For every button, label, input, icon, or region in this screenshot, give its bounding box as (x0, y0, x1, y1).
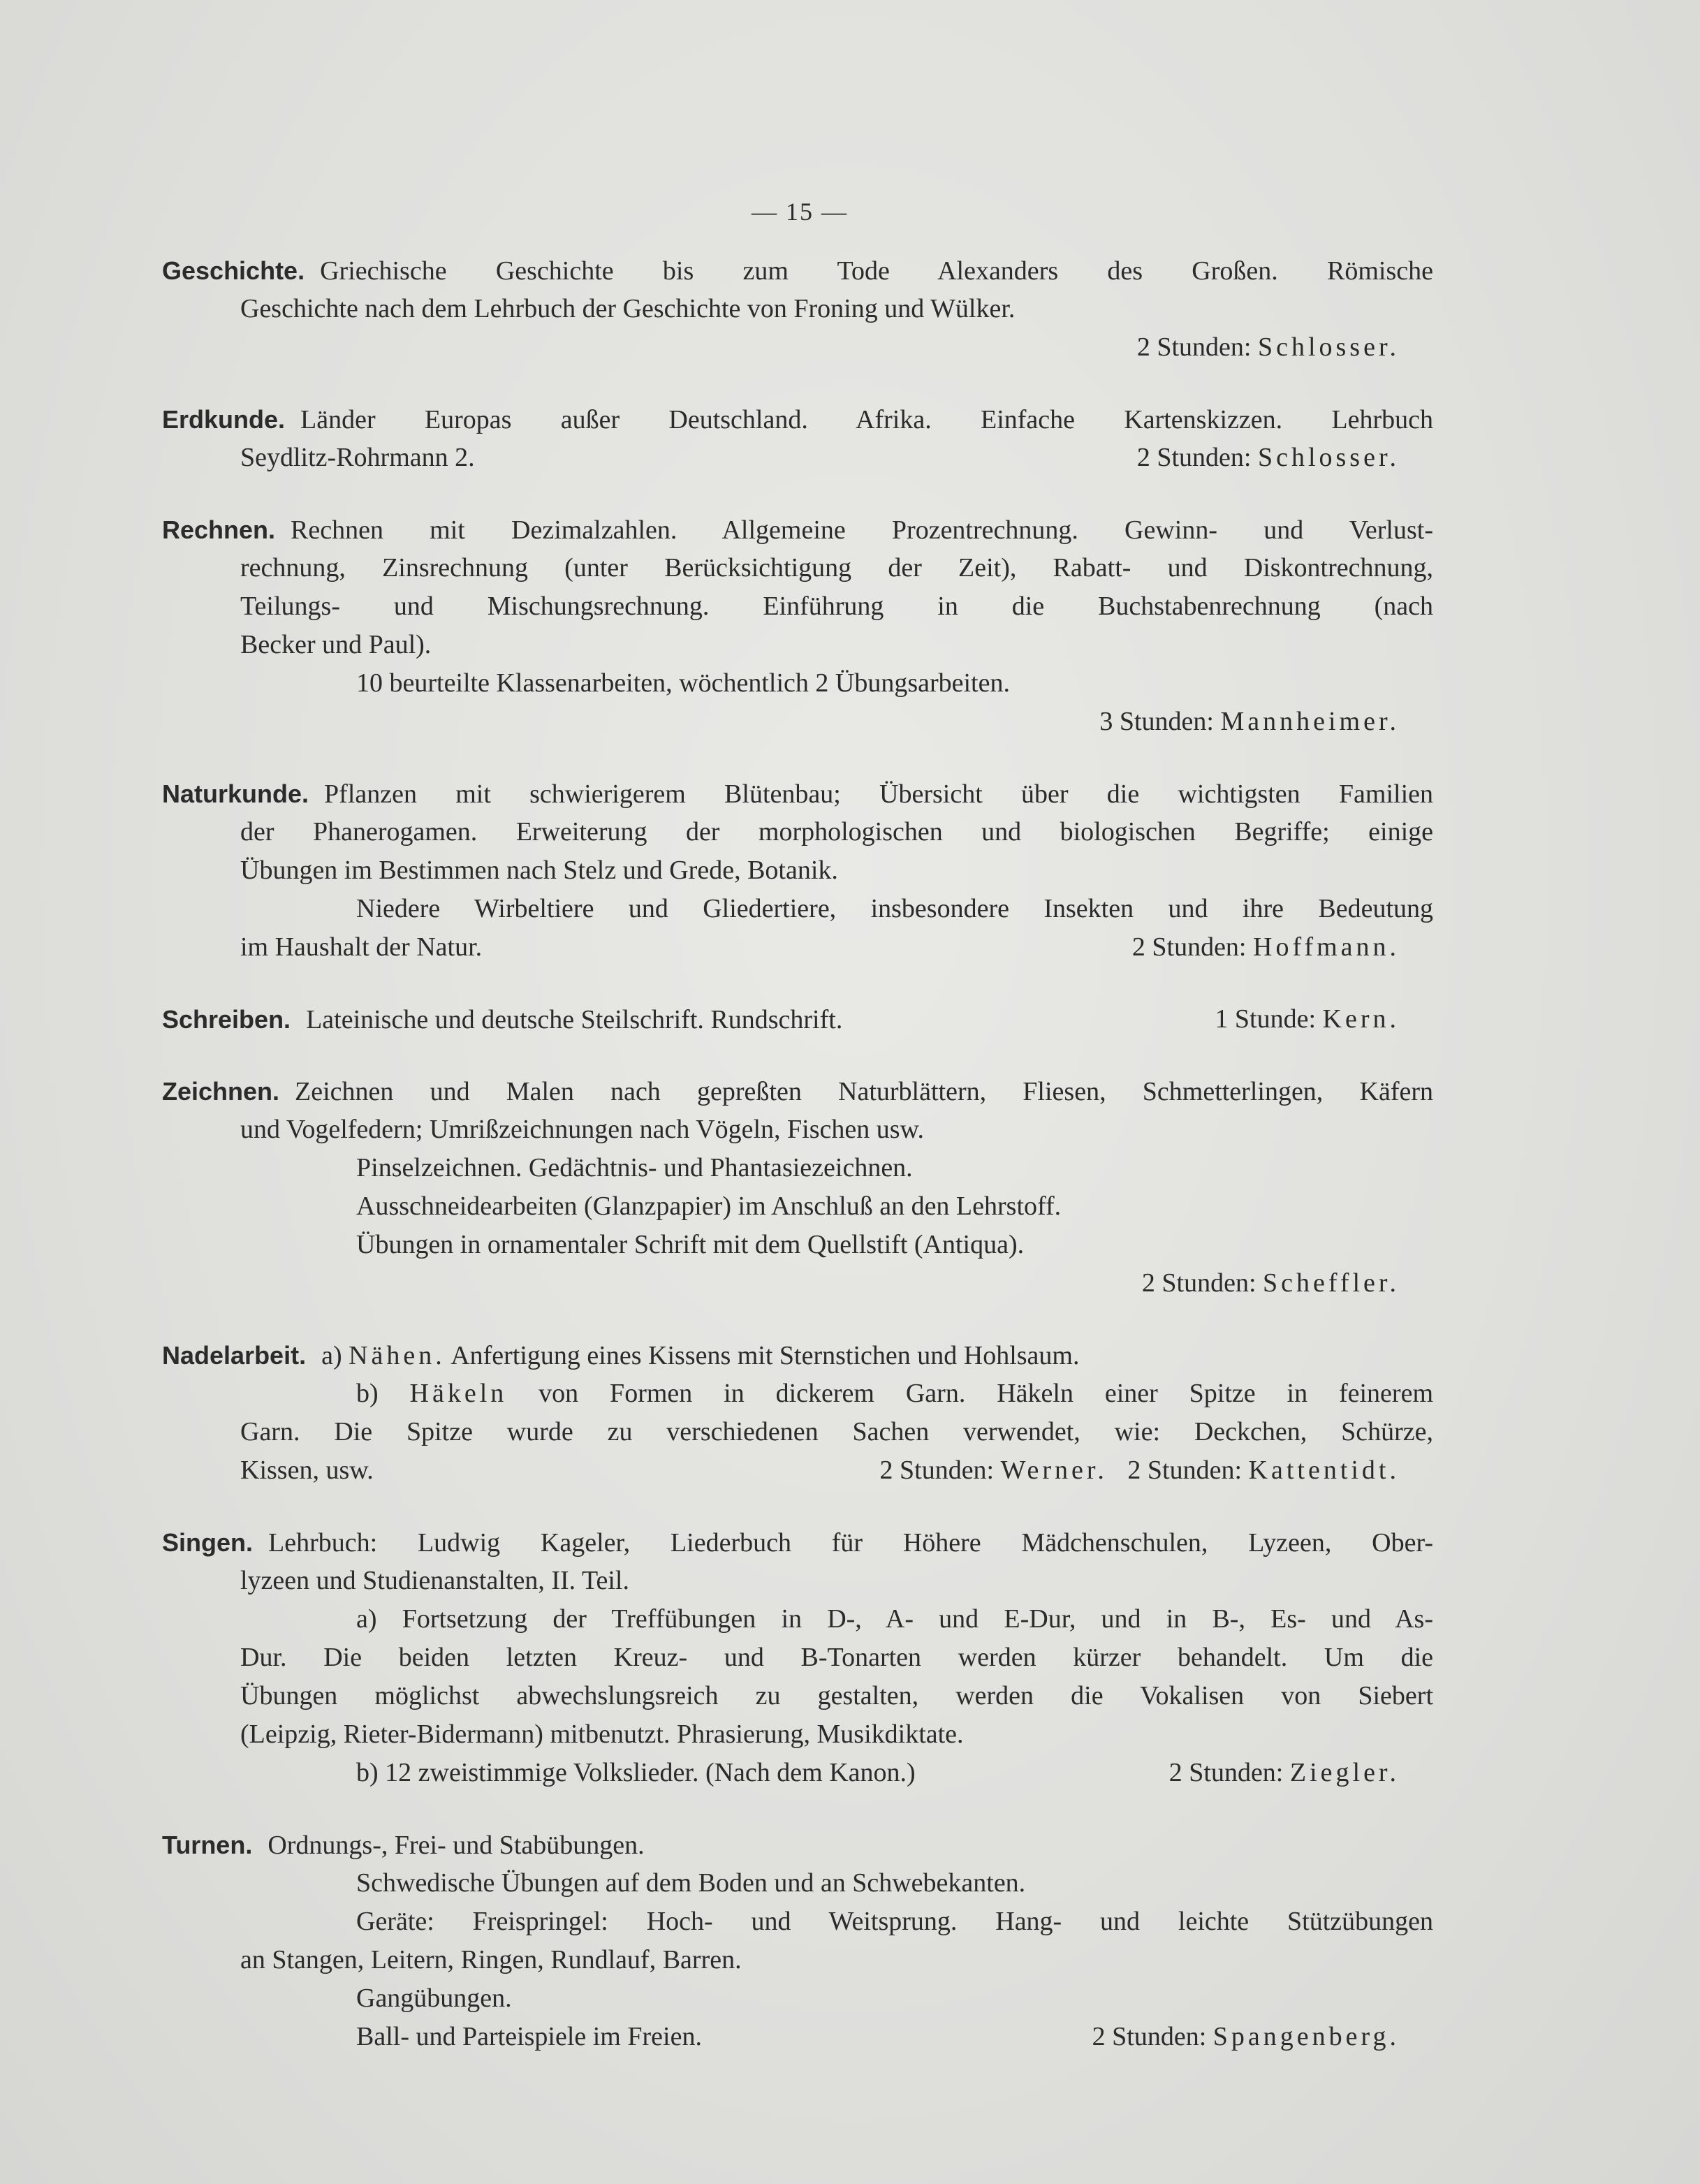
text-line: Ordnungs-, Frei- und Stabübungen. (268, 1831, 645, 1860)
teacher: Spangenberg. (1212, 2022, 1400, 2051)
text-line: a) Fortsetzung der Treffübungen in D-, A- und E-Dur, und in B-, Es- und As- (356, 1604, 1433, 1634)
hours-teacher (1137, 439, 1400, 477)
hours: 1 Stunde: (1215, 1004, 1317, 1034)
section-heading: Rechnen. (162, 515, 276, 544)
hours: 2 Stunden: (1092, 2022, 1207, 2051)
text-line: Schwedische Übungen auf dem Boden und an Schwebekanten. (356, 1868, 1026, 1898)
text-line: Niedere Wirbeltiere und Gliedertiere, insbesondere Insekten und ihre Bedeutung (356, 894, 1433, 923)
text-line: Seydlitz-Rohrmann 2. (240, 443, 475, 472)
hours-teacher (1215, 1000, 1400, 1039)
teacher: Mannheimer. (1220, 707, 1400, 736)
text-line: Geräte: Freispringel: Hoch- und Weitsprung. Hang- und leichte Stützübungen (356, 1907, 1433, 1936)
teacher: Schlosser. (1257, 443, 1400, 472)
text-line: Übungen im Bestimmen nach Stelz und Grede, Botanik. (240, 856, 838, 885)
teacher: Scheffler. (1263, 1268, 1400, 1298)
text-line: Geschichte nach dem Lehrbuch der Geschichte von Froning und Wülker. (240, 294, 1016, 323)
section-erdkunde (162, 400, 1433, 477)
hours-teacher (1092, 2018, 1400, 2056)
text-line: rechnung, Zinsrechnung (unter Berücksichtigung der Zeit), Rabatt- und Diskontrechnung, (240, 553, 1433, 582)
page-number: — 15 — (752, 198, 848, 226)
text-line: b) 12 zweistimmige Volkslieder. (Nach dem Kanon.) (356, 1758, 916, 1787)
section-nadelarbeit (162, 1336, 1433, 1490)
text-line: von Formen in dickerem Garn. Häkeln einer Spitze in feinerem (538, 1379, 1434, 1408)
emphasis: Nähen. (349, 1341, 446, 1370)
text-line: Pflanzen mit schwierigerem Blütenbau; Übersicht über die wichtigsten Familien (324, 779, 1433, 809)
text-line: Gangübungen. (356, 1984, 512, 2013)
section-heading: Schreiben. (162, 1005, 291, 1034)
teacher: Hoffmann. (1253, 932, 1400, 962)
teacher: Kern. (1322, 1004, 1400, 1034)
text-line: Lateinische und deutsche Steilschrift. Rundschrift. (306, 1005, 843, 1034)
curriculum-text (162, 251, 1433, 2090)
text-line: lyzeen und Studienanstalten, II. Teil. (240, 1566, 629, 1595)
section-schreiben (162, 1000, 1433, 1039)
section-heading: Geschichte. (162, 256, 305, 285)
section-geschichte (162, 251, 1433, 367)
text-line: Übungen in ornamentaler Schrift mit dem Quellstift (Antiqua). (356, 1230, 1025, 1259)
section-zeichnen (162, 1072, 1433, 1303)
text-line: Zeichnen und Malen nach gepreßten Naturblättern, Fliesen, Schmetterlingen, Käfern (295, 1077, 1433, 1106)
hours-teacher (162, 703, 1433, 741)
text-line: Griechische Geschichte bis zum Tode Alexanders des Großen. Römische (320, 256, 1433, 286)
hours-teacher (162, 1264, 1433, 1303)
text-line: Länder Europas außer Deutschland. Afrika. Einfache Kartenskizzen. Lehrbuch (300, 405, 1433, 434)
list-marker: b) (356, 1379, 379, 1408)
teacher: Kattentidt. (1248, 1456, 1400, 1485)
hours: 2 Stunden: (1127, 1456, 1243, 1485)
section-naturkunde (162, 775, 1433, 967)
text-line: Teilungs- und Mischungsrechnung. Einführung in die Buchstabenrechnung (nach (240, 592, 1433, 621)
text-line: Anfertigung eines Kissens mit Sternstichen und Hohlsaum. (450, 1341, 1080, 1370)
text-line: Rechnen mit Dezimalzahlen. Allgemeine Prozentrechnung. Gewinn- und Verlust- (291, 515, 1433, 545)
section-singen (162, 1523, 1433, 1792)
hours: 2 Stunden: (1141, 1268, 1256, 1298)
text-line: im Haushalt der Natur. (240, 932, 483, 962)
text-line: Ball- und Parteispiele im Freien. (356, 2022, 702, 2051)
text-line: Kissen, usw. (240, 1456, 374, 1485)
section-heading: Naturkunde. (162, 779, 309, 808)
text-line: der Phanerogamen. Erweiterung der morphologischen und biologischen Begriffe; einige (240, 817, 1433, 847)
hours: 2 Stunden: (1136, 332, 1252, 362)
text-line: Becker und Paul). (240, 630, 432, 659)
section-heading: Singen. (162, 1528, 254, 1557)
section-rechnen (162, 511, 1433, 741)
teacher: Ziegler. (1289, 1758, 1400, 1787)
hours: 2 Stunden: (1131, 932, 1247, 962)
text-line: Lehrbuch: Ludwig Kageler, Liederbuch für Höhere Mädchenschulen, Lyzeen, Ober- (268, 1528, 1433, 1558)
hours: 2 Stunden: (1136, 443, 1252, 472)
teacher: Schlosser. (1257, 332, 1400, 362)
text-line: Ausschneidearbeiten (Glanzpapier) im Anschluß an den Lehrstoff. (356, 1192, 1062, 1221)
text-line: Garn. Die Spitze wurde zu verschiedenen Sachen verwendet, wie: Deckchen, Schürze, (240, 1417, 1433, 1446)
list-marker: a) (321, 1341, 342, 1370)
hours: 2 Stunden: (879, 1456, 995, 1485)
emphasis: Häkeln (409, 1379, 508, 1408)
text-line: Dur. Die beiden letzten Kreuz- und B-Tonarten werden kürzer behandelt. Um die (240, 1643, 1433, 1672)
text-line: Übungen möglichst abwechslungsreich zu gestalten, werden die Vokalisen von Siebert (240, 1681, 1433, 1710)
hours: 3 Stunden: (1099, 707, 1214, 736)
text-line: 10 beurteilte Klassenarbeiten, wöchentlich 2 Übungsarbeiten. (356, 668, 1010, 698)
text-line: Pinselzeichnen. Gedächtnis- und Phantasiezeichnen. (356, 1153, 913, 1182)
section-turnen (162, 1826, 1433, 2056)
text-line: an Stangen, Leitern, Ringen, Rundlauf, Barren. (240, 1945, 742, 1974)
text-line: (Leipzig, Rieter-Bidermann) mitbenutzt. Phrasierung, Musikdiktate. (240, 1720, 964, 1749)
hours-teacher (880, 1451, 1400, 1490)
section-heading: Erdkunde. (162, 405, 286, 434)
section-heading: Turnen. (162, 1831, 253, 1859)
hours: 2 Stunden: (1168, 1758, 1284, 1787)
teacher: Werner. (1000, 1456, 1108, 1485)
section-heading: Nadelarbeit. (162, 1341, 307, 1370)
hours-teacher (1169, 1754, 1400, 1792)
section-heading: Zeichnen. (162, 1077, 280, 1106)
text-line: und Vogelfedern; Umrißzeichnungen nach Vögeln, Fischen usw. (240, 1115, 925, 1144)
hours-teacher (162, 328, 1433, 367)
hours-teacher (1132, 928, 1400, 967)
